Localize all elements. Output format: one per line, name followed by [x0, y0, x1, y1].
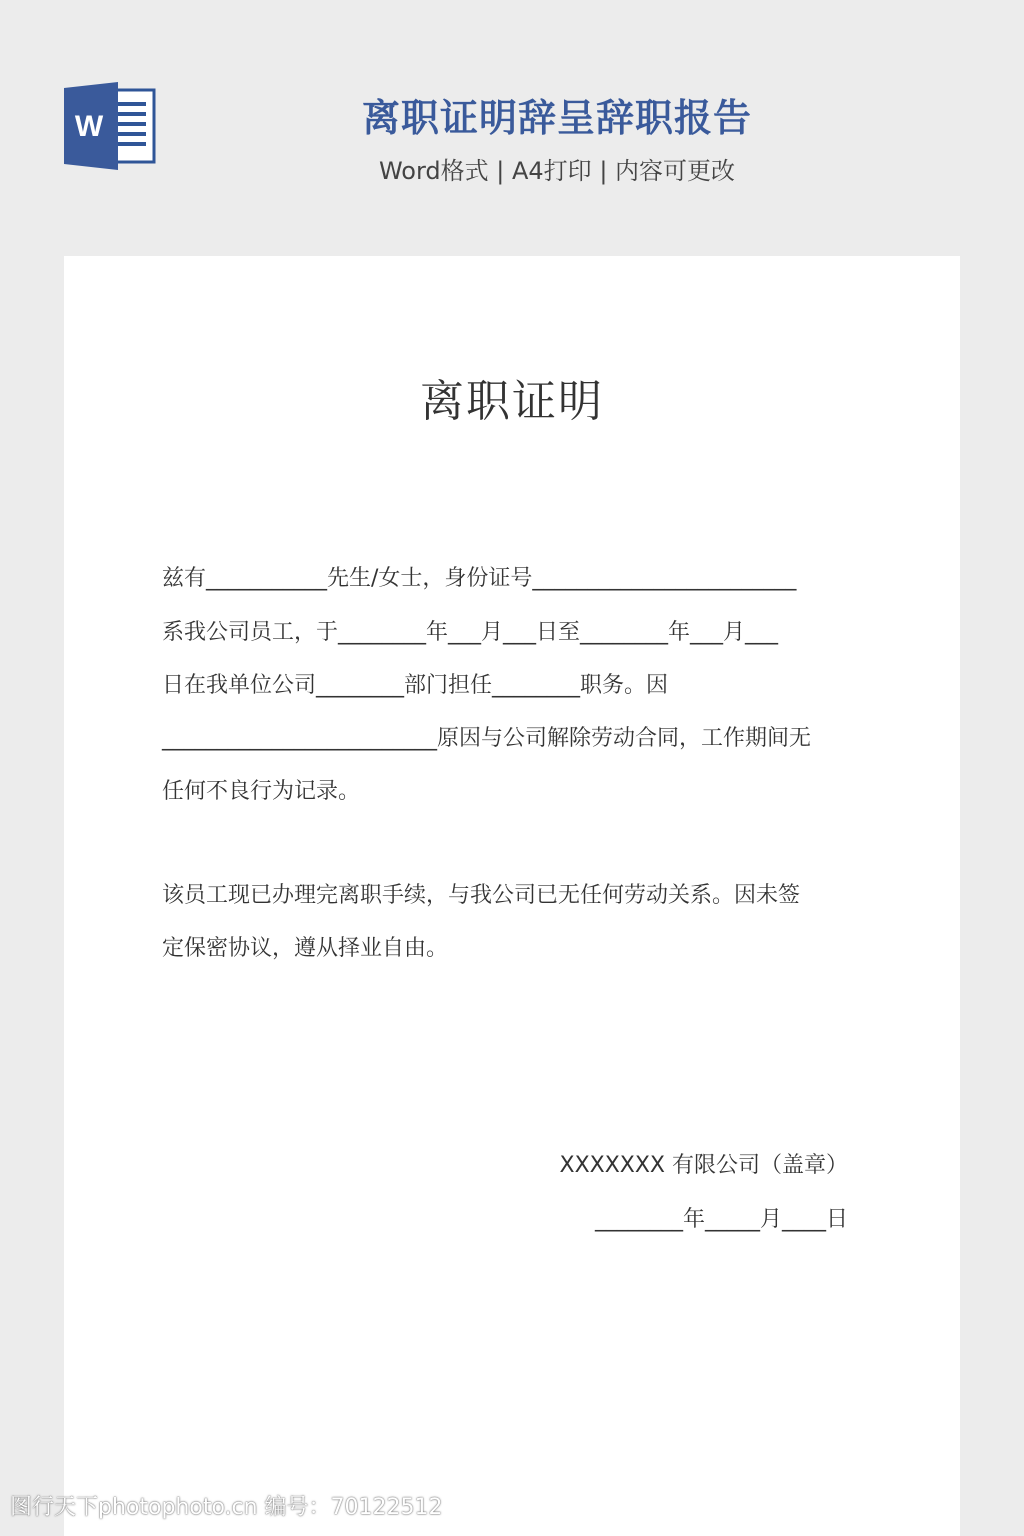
paragraph-1 — [162, 563, 862, 833]
signature-date: ________年_____月____日 — [594, 1207, 848, 1232]
paragraph-1-line: 兹有___________先生/女士，身份证号________________________ — [162, 566, 797, 591]
signature-company: XXXXXXX 有限公司（盖章） — [559, 1153, 848, 1178]
watermark-text: 图行天下photophoto.cn 编号：70122512 — [10, 1495, 443, 1520]
header-banner — [0, 0, 1024, 256]
page-title: 离职证明辞呈辞职报告 — [361, 96, 752, 140]
paragraph-1-line: _________________________原因与公司解除劳动合同，工作期间无 — [162, 726, 812, 751]
word-icon-letter: W — [74, 110, 104, 143]
paragraph-2-line: 定保密协议，遵从择业自由。 — [162, 936, 449, 961]
paragraph-2-line: 该员工现已办理完离职手续，与我公司已无任何劳动关系。因未签 — [162, 883, 801, 908]
paragraph-1-line: 系我公司员工，于________年___月___日至________年___月___ — [162, 620, 779, 645]
document-title: 离职证明 — [420, 376, 604, 427]
paragraph-1-line: 任何不良行为记录。 — [162, 779, 361, 804]
page-subtitle: Word格式 | A4打印 | 内容可更改 — [378, 157, 736, 185]
word-document-icon — [64, 82, 156, 170]
paragraph-2 — [162, 880, 862, 980]
paragraph-1-line: 日在我单位公司________部门担任________职务。因 — [162, 673, 669, 698]
